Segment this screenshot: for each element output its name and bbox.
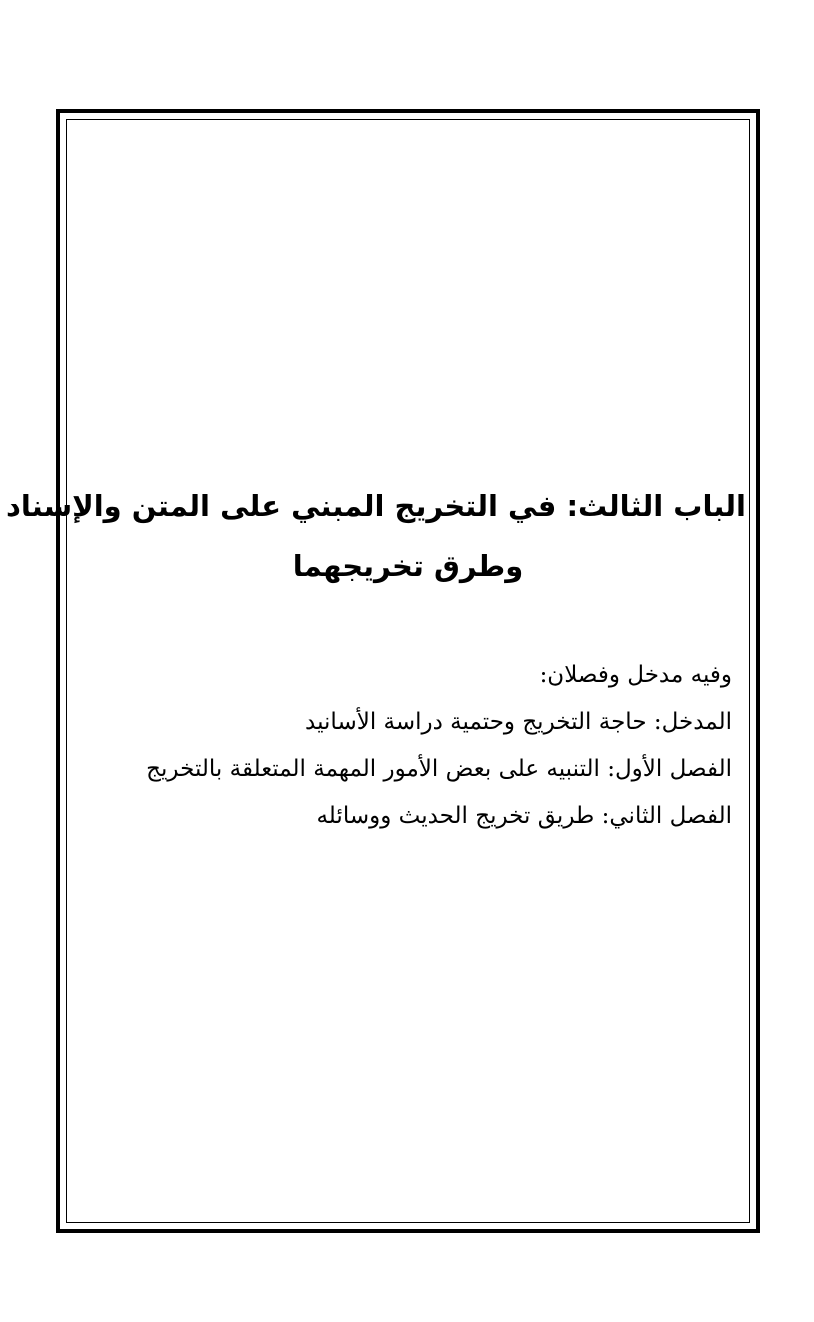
chapter-contents [92,652,732,840]
chapter-title [5,476,746,596]
contents-intro: وفيه مدخل وفصلان: [539,662,732,688]
contents-item-section-2: الفصل الثاني: طريق تخريج الحديث ووسائله [316,803,732,829]
chapter-title-line-1: الباب الثالث: في التخريج المبني على المتن والإسناد [5,489,746,523]
contents-item-introduction: المدخل: حاجة التخريج وحتمية دراسة الأسانيد [305,709,732,735]
contents-item-section-1: الفصل الأول: التنبيه على بعض الأمور المهمة المتعلقة بالتخريج [146,756,732,782]
chapter-title-line-2: وطرق تخريجهما [292,549,524,583]
